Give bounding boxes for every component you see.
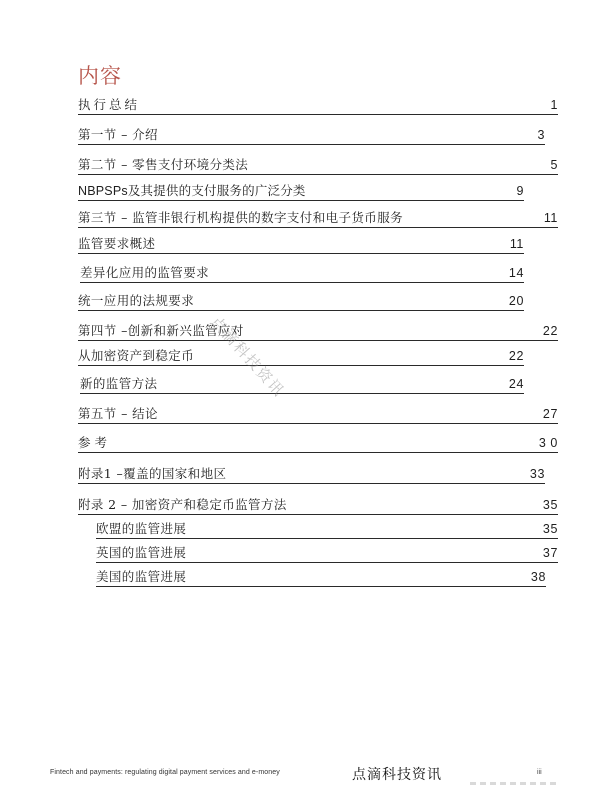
toc-entry-label: 第五节 – 结论 <box>78 406 158 421</box>
toc-entry-page: 1 <box>550 98 558 112</box>
footer-page-number: iii <box>537 769 542 776</box>
toc-entry-label: 欧盟的监管进展 <box>96 521 187 536</box>
footer-faint-watermark <box>470 782 560 785</box>
toc-entry-eu-developments[interactable] <box>96 518 558 539</box>
toc-entry-page: 5 <box>550 158 558 172</box>
toc-entry-appendix-2[interactable] <box>78 494 558 515</box>
toc-entry-label: 新的监管方法 <box>80 376 158 391</box>
toc-entry-differentiated-requirements[interactable] <box>80 262 524 283</box>
toc-entry-label: NBPSPs及其提供的支付服务的广泛分类 <box>78 184 306 198</box>
toc-entry-page: 11 <box>509 237 524 251</box>
toc-entry-crypto-to-stablecoins[interactable] <box>78 345 524 366</box>
toc-entry-page: 27 <box>542 407 558 421</box>
toc-entry-label: 美国的监管进展 <box>96 569 187 584</box>
toc-entry-page: 11 <box>543 211 558 225</box>
toc-entry-section-3[interactable] <box>78 207 558 228</box>
toc-entry-label: 从加密资产到稳定币 <box>78 348 195 363</box>
toc-entry-executive-summary[interactable] <box>78 94 558 115</box>
toc-entry-label: 附录1 –覆盖的国家和地区 <box>78 466 227 481</box>
footer-document-title: Fintech and payments: regulating digital payment services and e-money <box>50 769 280 776</box>
toc-entry-page: 9 <box>516 184 524 198</box>
toc-entry-page: 24 <box>508 377 524 391</box>
toc-entry-label: 第二节 – 零售支付环境分类法 <box>78 157 249 172</box>
toc-entry-appendix-1[interactable] <box>78 463 545 484</box>
toc-entry-section-1[interactable] <box>78 124 545 145</box>
toc-entry-page: 14 <box>508 266 524 280</box>
page-title: 内容 <box>78 64 122 88</box>
toc-entry-page: 22 <box>508 349 524 363</box>
toc-entry-label: 统一应用的法规要求 <box>78 293 195 308</box>
toc-entry-page: 20 <box>508 294 524 308</box>
toc-entry-label: 监管要求概述 <box>78 236 156 251</box>
toc-entry-new-regulatory-approaches[interactable] <box>80 373 524 394</box>
toc-entry-page: 35 <box>542 498 558 512</box>
toc-entry-nbpsps-classification[interactable] <box>78 180 524 201</box>
toc-entry-page: 3 <box>537 128 545 142</box>
toc-entry-label: 执行总结 <box>78 97 141 112</box>
toc-entry-label: 英国的监管进展 <box>96 545 187 560</box>
toc-entry-label: 第一节 – 介绍 <box>78 127 158 142</box>
toc-entry-page: 35 <box>542 522 558 536</box>
toc-entry-page: 38 <box>530 570 546 584</box>
toc-entry-section-2[interactable] <box>78 154 558 175</box>
toc-entry-label: 差异化应用的监管要求 <box>80 265 210 280</box>
toc-entry-references[interactable] <box>78 432 558 453</box>
toc-entry-label: 参考 <box>78 435 112 450</box>
toc-entry-regulatory-overview[interactable] <box>78 233 524 254</box>
toc-entry-page: 33 <box>529 467 545 481</box>
toc-entry-uk-developments[interactable] <box>96 542 558 563</box>
toc-entry-page: 3 0 <box>538 436 558 450</box>
watermark-text: 点滴科技资讯 <box>206 312 289 401</box>
toc-entry-us-developments[interactable] <box>96 566 546 587</box>
toc-entry-section-4[interactable] <box>78 320 558 341</box>
toc-entry-uniform-requirements[interactable] <box>78 290 524 311</box>
toc-entry-page: 22 <box>542 324 558 338</box>
footer-brand: 点滴科技资讯 <box>352 767 442 783</box>
toc-entry-section-5[interactable] <box>78 403 558 424</box>
toc-entry-label: 附录 2 – 加密资产和稳定币监管方法 <box>78 497 287 512</box>
toc-entry-page: 37 <box>542 546 558 560</box>
toc-entry-label: 第四节 –创新和新兴监管应对 <box>78 323 244 338</box>
toc-entry-label: 第三节 – 监管非银行机构提供的数字支付和电子货币服务 <box>78 210 403 225</box>
